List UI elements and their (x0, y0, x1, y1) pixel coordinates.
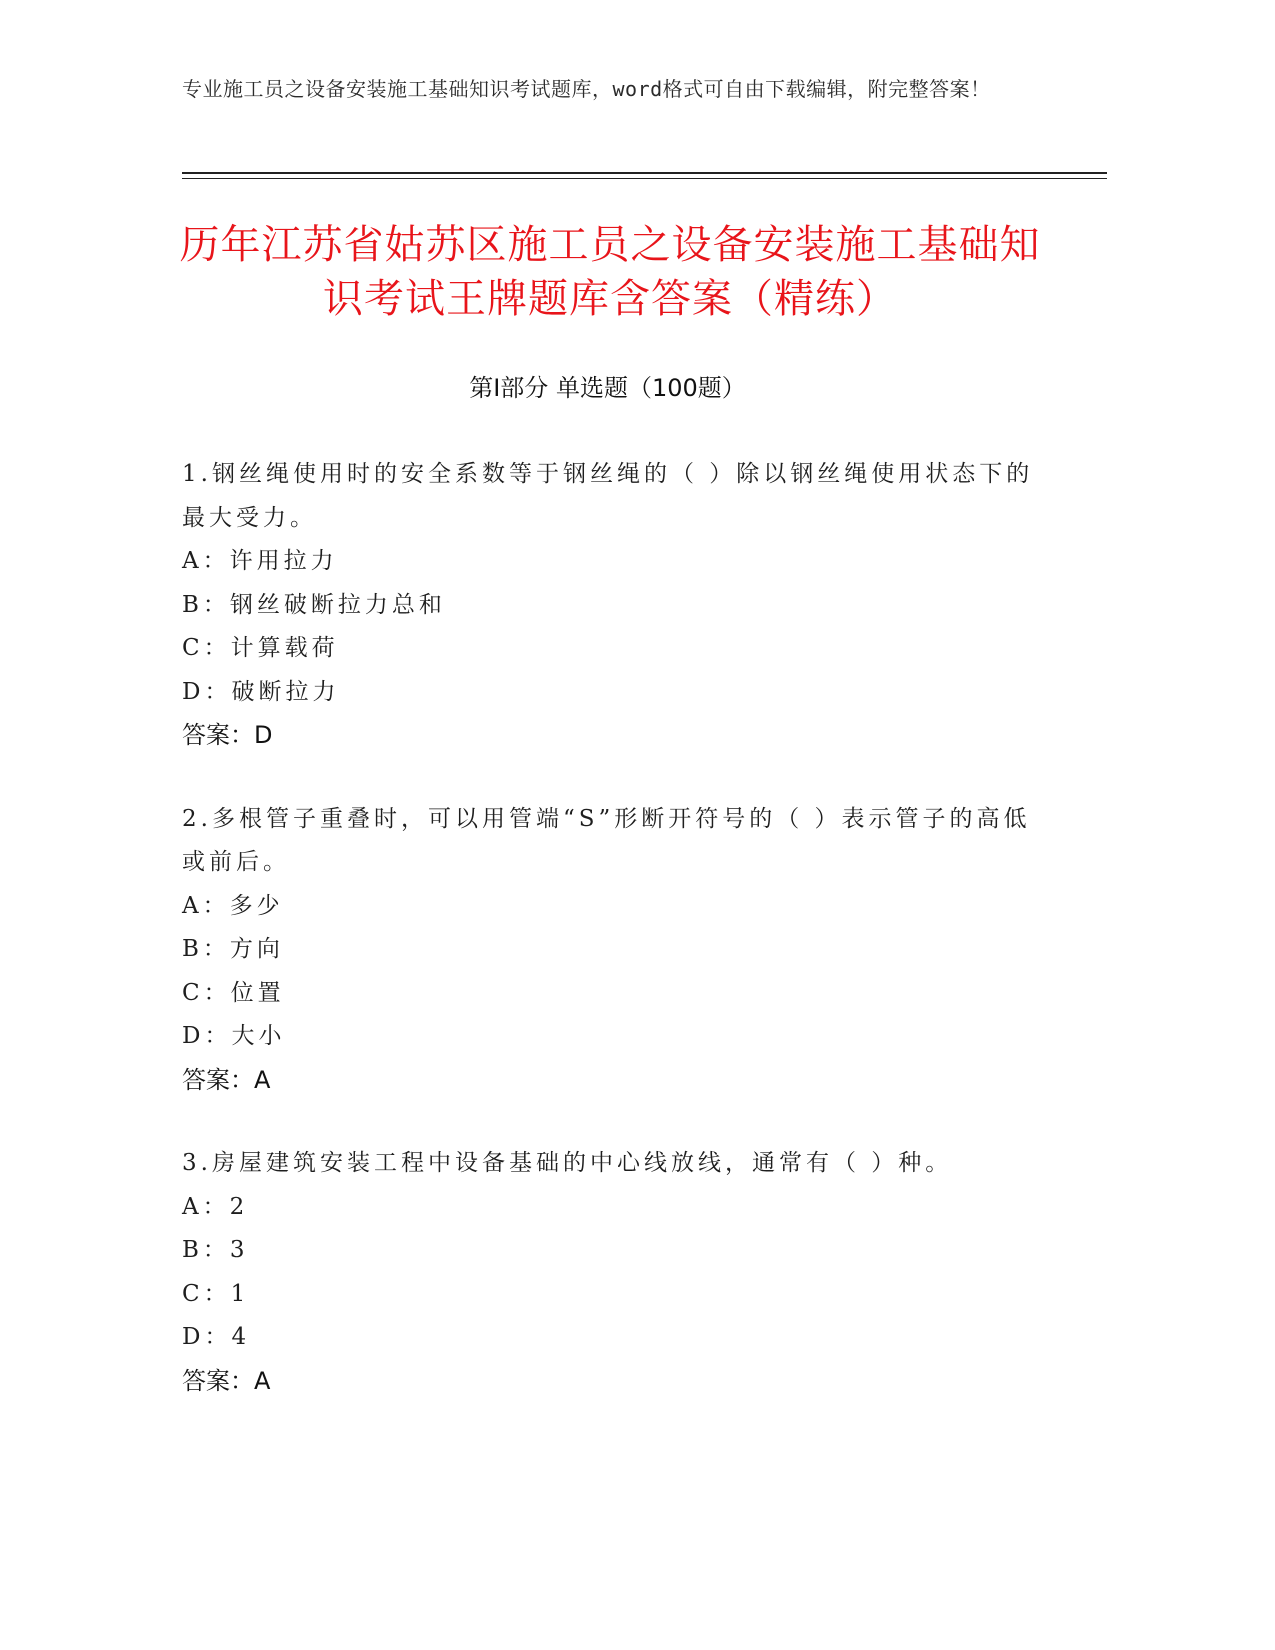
question-stem: 3.房屋建筑安装工程中设备基础的中心线放线，通常有（ ）种。 (182, 1150, 953, 1176)
option-d: D：大小 (182, 1023, 286, 1049)
option-a: A：多少 (182, 892, 284, 919)
option-c: C：位置 (182, 979, 285, 1006)
question-stem: 1.钢丝绳使用时的安全系数等于钢丝绳的（ ）除以钢丝绳使用状态下的最大受力。 (182, 461, 1034, 531)
header-divider-thin (182, 178, 1107, 179)
header-divider-thick (182, 172, 1107, 174)
option-d: D：破断拉力 (182, 678, 340, 705)
option-a: A：许用拉力 (182, 548, 338, 574)
option-b: B：钢丝破断拉力总和 (182, 591, 446, 618)
option-d: D：4 (182, 1324, 251, 1350)
option-a: A：2 (182, 1193, 249, 1220)
header-note: 专业施工员之设备安装施工基础知识考试题库，word格式可自由下载编辑，附完整答案！ (182, 77, 991, 101)
option-b: B：方向 (182, 936, 284, 962)
document-title: 历年江苏省姑苏区施工员之设备安装施工基础知识考试王牌题库含答案（精练） (179, 222, 1041, 322)
answer-line: 答案：A (182, 1366, 271, 1395)
question-3 (182, 1142, 1042, 1403)
section-heading: 第Ⅰ部分 单选题（100题） (469, 374, 746, 402)
question-list (182, 453, 1042, 1443)
option-c: C：1 (182, 1280, 250, 1307)
answer-line: 答案：D (182, 721, 273, 749)
question-1 (182, 453, 1042, 758)
option-c: C：计算载荷 (182, 635, 339, 661)
question-2 (182, 798, 1042, 1103)
option-b: B：3 (182, 1237, 249, 1263)
answer-line: 答案：A (182, 1065, 271, 1094)
question-stem: 2.多根管子重叠时，可以用管端“S”形断开符号的（ ）表示管子的高低或前后。 (182, 805, 1031, 875)
